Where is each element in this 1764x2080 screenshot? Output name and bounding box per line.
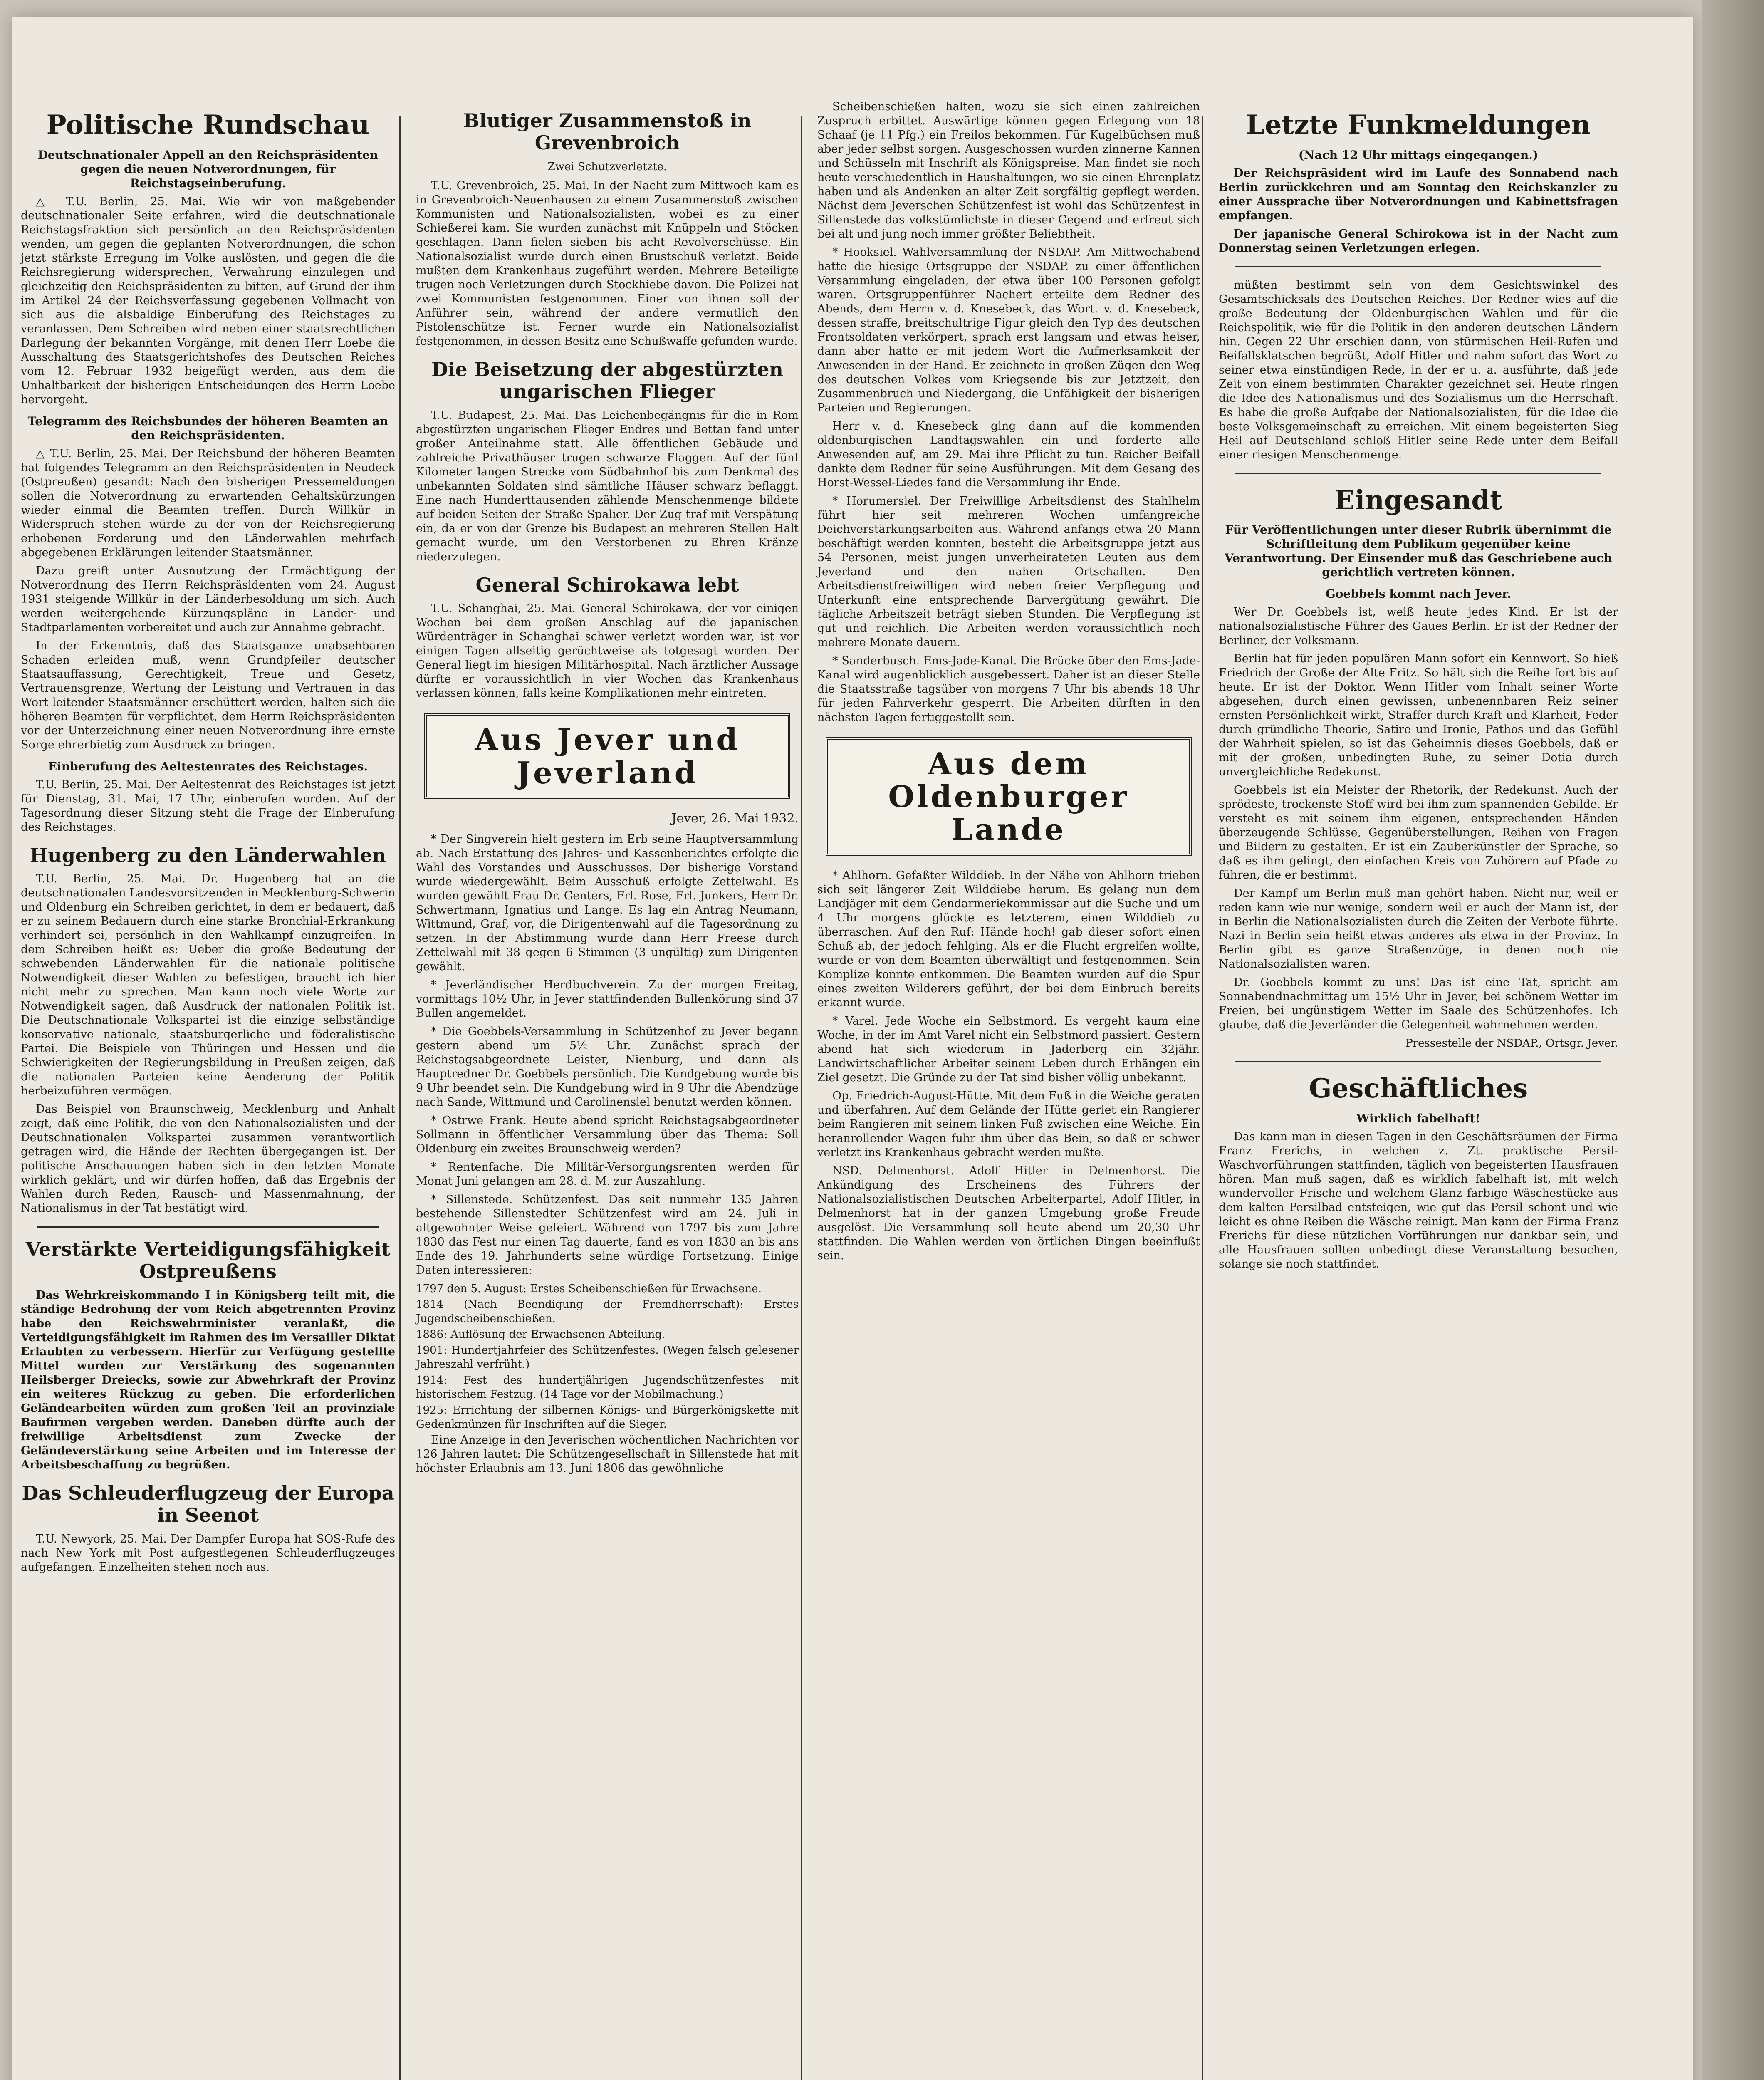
subheadline: Einberufung des Aeltestenrates des Reichstages. [48,759,368,773]
subheadline: (Nach 12 Uhr mittags eingegangen.) [1298,148,1539,162]
divider [37,1226,379,1228]
article-text: NSD. Delmenhorst. Adolf Hitler in Delmenhorst. Die Ankündigung des Erscheinens des Führers der Nationalsozialistischen Deutschen Arbeiterpartei, Adolf Hitler, in Delmenhorst hat in der ganzen Umgebung große Freude ausgelöst. Die Versammlung soll heute abend um 20,30 Uhr stattfinden. Die Wahlen werden von örtlichen Dingen beeinflußt sein. [817,1164,1200,1262]
date-list [416,1282,799,1431]
article-text: * Der Singverein hielt gestern im Erb seine Hauptversammlung ab. Nach Erstattung des Jahres- und Kassenberichtes erfolgte die Wahl des Vorstandes und Ausschusses. Der bisherige Vorstand wurde wiedergewählt. Beim Ausschuß erfolgte Zettelwahl. Es wurden gewählt Frau Dr. Genters, Frl. Rose, Frl. Junkers, Herr Dr. Schwertmann, Ignatius und Lange. Es lag ein Antrag Neumann, Wittmund, Graf, vor, die Dirigentenwahl auf die Tagesordnung zu setzen. In der Abstimmung wurde dann Herr Freese durch Zettelwahl mit 38 gegen 6 Stimmen (3 ungültig) zum Dirigenten gewählt. [416,832,799,973]
headline-politische-rundschau: Politische Rundschau [46,109,370,141]
article-text: Der Kampf um Berlin muß man gehört haben. Nicht nur, weil er reden kann wie nur wenige, sondern weil er auch der Mann ist, der in Berlin die Nationalsozialisten durch die Zeiten der Verbote führte. Nazi in Berlin sein heißt etwas anderes als etwa in der Provinz. In Berlin gibt es ganze Straßenzüge, in denen noch nie Nationalsozialisten waren. [1219,887,1618,971]
headline-flieger: Die Beisetzung der abgestürzten ungarischen Flieger [431,358,783,403]
article-text: Dr. Goebbels kommt zu uns! Das ist eine Tat, spricht am Sonnabendnachmittag um 15½ Uhr in Jever, bei schönem Wetter im Freien, bei ungünstigem Wetter im Saale des Schützenhofes. Ich glaube, daß die Jeverländer die Gelegenheit wahrnehmen werden. [1219,976,1618,1032]
article-text: Berlin hat für jeden populären Mann sofort ein Kennwort. So hieß Friedrich der Große der Alte Fritz. So hält sich die Reihe fort bis auf heute. Er ist der Doktor. Wenn Hitler vom Inhalt seiner Worte abgesehen, durch einen gewissen, unbenennbaren Reiz seiner ernsten Persönlichkeit wirkt, Straffer durch Kraft und Klarheit, Feder durch gründliche Theorie, Satire und Ironie, Pathos und das Gefühl der Wahrheit spielen, so ist das Geheimnis dieses Goebbels, daß er mit der großen, unbedingten Ruhe, zu seiner Dotia durch unvergleichliche Redekunst. [1219,652,1618,779]
article-text: T.U. Berlin, 25. Mai. Der Aeltestenrat des Reichstages ist jetzt für Dienstag, 31. Mai, 17 Uhr, einberufen worden. Auf der Tagesordnung dieser Sitzung steht die Frage der Einberufung des Reichstages. [21,778,395,834]
article-text: △ T.U. Berlin, 25. Mai. Der Reichsbund der höheren Beamten hat folgendes Telegramm an den Reichspräsidenten in Neudeck (Ostpreußen) gesandt: Nach den bisherigen Pressemeldungen sollen die Notverordnung zu erwartenden Gehaltskürzungen wieder einmal die Beamten treffen. Durch Willkür in Widerspruch stehen würde zu der von der Reichsregierung erhobenen Forderung und den Länderwahlen mehrfach abgegebenen Erklärungen leitender Staatsmänner. [21,447,395,559]
subheadline: Wirklich fabelhaft! [1356,1111,1481,1125]
divider [1235,473,1601,474]
article-text: T.U. Budapest, 25. Mai. Das Leichenbegängnis für die in Rom abgestürzten ungarischen Flieger Endres und Bettan fand unter großer Anteilnahme statt. Alle öffentlichen Gebäude und zahlreiche Privathäuser trugen schwarze Flaggen. Auf der fünf Kilometer langen Strecke vom Südbahnhof bis zum Denkmal des unbekannten Soldaten sind sämtliche Häuser schwarz beflaggt. Eine nach Hunderttausenden zählende Menschenmenge bildete auf beiden Seiten der Straße Spalier. Der Zug traf mit Verspätung ein, da er von der Grenze bis Budapest an mehreren Stellen Halt gemacht wurde, um den Verstorbenen zu Ehren Kränze niederzulegen. [416,409,799,563]
article-text: △ T.U. Berlin, 25. Mai. Wie wir von maßgebender deutschnationaler Seite erfahren, wird die deutschnationale Reichstagsfraktion sich persönlich an den Reichspräsidenten wenden, um gegen die geplanten Notverordnungen, die schon jetzt stärkste Erregung im Volke auslösten, und gegen die die Reichsregierung widersprechen, Verwahrung einzulegen und gleichzeitig den Reichspräsidenten zu bitten, auf Grund der ihm im Artikel 24 der Reichsverfassung gegebenen Vollmacht von sich aus die alsbaldige Einberufung des Reichstages zu veranlassen. Dem Schreiben wird neben einer staatsrechtlichen Darlegung der bekannten Vorgänge, mit denen Herr Loebe die Ausschaltung des Staatsgerichtshofes des Deutschen Reiches vom 12. Februar 1932 beigefügt werden, aus dem die Unhaltbarkeit der bisherigen Entscheidungen des Herrn Loebe hervorgeht. [21,195,395,406]
subheadline: Deutschnationaler Appell an den Reichspräsidenten gegen die neuen Notverordnungen, für Reichstagseinberufung. [37,148,379,190]
article-text: * Horumersiel. Der Freiwillige Arbeitsdienst des Stahlhelm führt hier seit mehreren Wochen umfangreiche Deichverstärkungsarbeiten aus. Während anfangs etwa 20 Mann beschäftigt werden konnten, besteht die Arbeitsgruppe jetzt aus 54 Personen, meist jungen unverheirateten Leuten aus dem Jeverland und den nahen Ortschaften. Den Arbeitsdienstfreiwilligen wird neben freier Verpflegung und Unterkunft eine entsprechende Barvergütung gewährt. Die tägliche Arbeitszeit beträgt sieben Stunden. Die Verpflegung ist gut und reichlich. Die Arbeiten werden voraussichtlich noch mehrere Monate dauern. [817,495,1200,649]
article-text: * Ostrwe Frank. Heute abend spricht Reichstagsabgeordneter Sollmann in öffentlicher Versammlung über das Thema: Soll Oldenburg ein zweites Braunschweig werden? [416,1114,799,1155]
headline-funkmeldungen: Letzte Funkmeldungen [1246,109,1591,141]
article-text: Scheibenschießen halten, wozu sie sich einen zahlreichen Zuspruch erbittet. Auswärtige können gegen Erlegung von 18 Schaaf (je 11 Pfg.) ein Freilos bekommen. Für Kugelbüchsen muß aber jeder selbst sorgen. Ausgeschossen wurden zinnerne Kannen und Schüsseln mit Inschrift als Königspreise. Man findet sie noch heute verschiedentlich in Haushaltungen, wo sie einen Ehrenplatz haben und als Andenken an alter Zeit sorgfältig gepflegt werden. Nächst dem Jeverschen Schützenfest ist wohl das Schützenfest in Sillenstede das volkstümlichste in dieser Gegend und erfreut sich bei alt und jung noch immer größter Beliebtheit. [817,100,1200,240]
column-rule [399,116,401,2080]
article-text: Herr v. d. Knesebeck ging dann auf die kommenden oldenburgischen Landtagswahlen ein und forderte alle Anwesenden auf, am 29. Mai ihre Pflicht zu tun. Reicher Beifall dankte dem Redner für seine Ausführungen. Mit dem Gesang des Horst-Wessel-Liedes fand die Versammlung ihr Ende. [817,420,1200,489]
article-text: T.U. Grevenbroich, 25. Mai. In der Nacht zum Mittwoch kam es in Grevenbroich-Neuenhausen zu einem Zusammenstoß zwischen Kommunisten und Nationalsozialisten, wobei es zu einer Schießerei kam. Sie wurden zunächst mit Knüppeln und Stöcken geschlagen. Dann fielen sieben bis acht Revolverschüsse. Ein Nationalsozialist wurde durch einen Brustschuß verletzt. Beide mußten dem Krankenhaus zugeführt werden. Mehrere Beteiligte trugen noch Verletzungen durch Stockhiebe davon. Die Polizei hat zwei Kommunisten festgenommen. Einer von ihnen soll der Anführer sein, während der andere vermutlich den Pistolenschütze ist. Ferner wurde ein Nationalsozialist festgenommen, in dessen Besitz eine Schußwaffe gefunden wurde. [416,179,799,348]
article-text: * Ahlhorn. Gefaßter Wilddieb. In der Nähe von Ahlhorn trieben sich seit längerer Zeit Wilddiebe herum. Es gelang nun dem Landjäger mit dem Gendarmeriekommissar auf die Suche und um 4 Uhr morgens glückte es letzterem, einen Wilddieb zu überraschen. Auf den Ruf: Hände hoch! gab dieser sofort einen Schuß ab, der jedoch fehlging. Als er die Flucht ergreifen wollte, wurde er von dem Beamten überwältigt und festgenommen. Sein Komplize konnte entkommen. Die Beamten wurden auf die Spur eines zweiten Wilderers geführt, der bei dem Einbruch bereits erkannt wurde. [817,869,1200,1009]
article-text: * Jeverländischer Herdbuchverein. Zu der morgen Freitag, vormittags 10½ Uhr, in Jever stattfindenden Bullenkörung sind 37 Bullen angemeldet. [416,978,799,1020]
column-1 [12,100,403,2080]
column-2 [408,100,807,2080]
headline-europa: Das Schleuderflugzeug der Europa in Seenot [22,1482,394,1527]
article-text: Eine Anzeige in den Jeverischen wöchentlichen Nachrichten vor 126 Jahren lautet: Die Schützengesellschaft in Sillenstede hat mit höchster Erlaubnis am 13. Juni 1806 das gewöhnliche [416,1433,799,1475]
article-text: Wer Dr. Goebbels ist, weiß heute jedes Kind. Er ist der nationalsozialistische Führer des Gaues Berlin. Er ist der Redner der Berliner, der Volksmann. [1219,606,1618,647]
article-text: müßten bestimmt sein von dem Gesichtswinkel des Gesamtschicksals des Deutschen Reiches. Der Redner wies auf die große Bedeutung der Oldenburgischen Wahlen und für die Reichspolitik, wie für die Politik in den anderen deutschen Ländern hin. Gegen 22 Uhr erschien dann, von stürmischen Heil-Rufen und Beifallsklatschen begrüßt, Adolf Hitler und nahm sofort das Wort zu seiner etwa einstündigen Rede, in der er u. a. ausführte, daß jede Zeit von einem bestimmten Charakter gezeichnet sei. Heute ringen die Idee des Nationalismus und des Sozialismus um die Herrschaft. Es habe die große Aufgabe der Nationalsozialisten, für die Idee die beste Volksgemeinschaft zu erreichen. Mit einem begeisterten Sieg Heil auf Deutschland schloß Hitler seine Rede unter dem Beifall einer riesigen Menschenmenge. [1219,278,1618,461]
headline-grevenbroich: Blutiger Zusammenstoß in Grevenbroich [463,109,752,154]
list-item: 1797 den 5. August: Erstes Scheibenschießen für Erwachsene. [416,1282,762,1295]
article-text: Das Beispiel von Braunschweig, Mecklenburg und Anhalt zeigt, daß eine Politik, die von den Nationalsozialisten und der Deutschnationalen Volkspartei zusammen verantwortlich getragen wird, die Hände der Rechten übergegangen ist. Der politische Anschauungen haben sich in den letzten Monate wirklich geklärt, und wir dürfen hoffen, daß das Ergebnis der Wahlen durch Reden, Rausch- und Massenmahnung, der Nationalismus in der Tat bestätigt wird. [21,1103,395,1215]
article-text: Dazu greift unter Ausnutzung der Ermächtigung der Notverordnung des Herrn Reichspräsidenten vom 24. August 1931 steigende Willkür in der Länderbesoldung um sich. Auch werden weitergehende Kürzungspläne in Länder- und Stadtparlamenten vorbereitet und auch zur Annahme gebracht. [21,564,395,634]
headline-geschaeftliches: Geschäftliches [1309,1073,1528,1104]
list-item: 1814 (Nach Beendigung der Fremdherrschaft): Erstes Jugendscheibenschießen. [416,1298,799,1325]
article-text: T.U. Newyork, 25. Mai. Der Dampfer Europa hat SOS-Rufe des nach New York mit Post aufgestiegenen Schleuderflugzeuges aufgefangen. Einzelheiten stehen noch aus. [21,1533,395,1574]
section-banner-oldenburg: Aus dem Oldenburger Lande [826,737,1192,856]
article-text: * Sillenstede. Schützenfest. Das seit nunmehr 135 Jahren bestehende Sillenstedter Schützenfest wird am 24. Juli in altgewohnter Weise gefeiert. Während von 1797 bis zum Jahre 1830 das Fest nur einen Tag dauerte, fand es von 1830 an bis ans Ende des 19. Jahrhunderts seine würdige Fortsetzung. Einige Daten interessieren: [416,1193,799,1277]
section-banner-jever: Aus Jever und Jeverland [424,713,790,799]
article-text: T.U. Berlin, 25. Mai. Dr. Hugenberg hat an die deutschnationalen Landesvorsitzenden in Mecklenburg-Schwerin und Oldenburg ein Schreiben gerichtet, in dem er bedauert, daß er zu seinem Bedauern durch eine starke Bronchial-Erkrankung verhindert sei, persönlich in den Wahlkampf einzugreifen. In dem Schreiben heißt es: Ueber die große Bedeutung der schwebenden Länderwahlen für die nationale politische Notwendigkeit dieser Wahlen zu befestigen, braucht ich hier nicht mehr zu sprechen. Man kann noch viele Worte zur Notwendigkeit sagen, daß Ausdruck der nationalen Politik ist. Die Deutschnationale Volkspartei ist die einzige selbständige konservative nationale, staatsbürgerliche und föderalistische Partei. Die Beispiele von Thüringen und Hessen und die Schwierigkeiten der Regierungsbildung in Preußen zeigen, daß die nationalen Parteien keine Aenderung der Politik herbeizuführen vermögen. [21,872,395,1098]
article-text: * Die Goebbels-Versammlung in Schützenhof zu Jever begann gestern abend um 5½ Uhr. Zunächst sprach der Reichstagsabgeordnete Leister, Nienburg, und dann als Hauptredner Dr. Goebbels persönlich. Die Kundgebung wurde bis 9 Uhr beendet sein. Die Kundgebung wird in 9 Uhr die Abendzüge nach Sande, Wittmund und Carolinensiel benutzt werden können. [416,1025,799,1109]
headline-hugenberg: Hugenberg zu den Länderwahlen [30,844,386,867]
column-3 [809,100,1208,2080]
article-text: Der Reichspräsident wird im Laufe des Sonnabend nach Berlin zurückkehren und am Sonntag den Reichskanzler zu einer Aussprache über Notverordnungen und Kabinettsfragen empfangen. [1219,166,1618,222]
article-text: Das Wehrkreiskommando I in Königsberg teilt mit, die ständige Bedrohung der vom Reich abgetrennten Provinz habe den Reichswehrminister veranlaßt, die Verteidigungsfähigkeit im Rahmen des im Versailler Diktat Erlaubten zu verbessern. Hierfür zur Verfügung gestellte Mittel wurden zur Verstärkung des sogenannten Heilsberger Dreiecks, sowie zur Abwehrkraft der Provinz ein weiteres Rückzug zu geben. Die erforderlichen Geländearbeiten würden zum großen Teil an provinziale Baufirmen vergeben werden. Daneben dürfte auch der freiwillige Arbeitsdienst zum Zwecke der Geländeverstärkung seine Arbeiten und im Interesse der Arbeitsbeschaffung zu begrüßen. [21,1289,395,1472]
headline-eingesandt: Eingesandt [1334,484,1502,516]
article-text: * Sanderbusch. Ems-Jade-Kanal. Die Brücke über den Ems-Jade-Kanal wird augenblicklich ausgebessert. Daher ist an dieser Stelle die Staatsstraße tagsüber von morgens 7 Uhr bis abends 18 Uhr für jeden Fahrverkehr gesperrt. Die Arbeiten dürften in den nächsten Tagen fertiggestellt sein. [817,654,1200,724]
disclaimer: Für Veröffentlichungen unter dieser Rubrik übernimmt die Schriftleitung dem Publikum gegenüber keine Verantwortung. Der Einsender muß das Geschriebene auch gerichtlich vertreten können. [1225,523,1612,579]
divider [1235,266,1601,267]
article-text: Goebbels ist ein Meister der Rhetorik, der Redekunst. Auch der sprödeste, trockenste Stoff wird bei ihm zum spannenden Gebilde. Er versteht es mit seinem ihm eigenen, entsprechenden Händen überzeugende Schlüsse, Gegenüberstellungen, Reihen von Fragen und Bildern zu gestalten. Er ist ein Zauberkünstler der Sprache, so daß es ihm gelingt, den einfachen Kreis von Zuhörern auf Pfade zu führen, die er bestimmt. [1219,784,1618,882]
column-4 [1210,100,1626,2080]
article-text: Op. Friedrich-August-Hütte. Mit dem Fuß in die Weiche geraten und überfahren. Auf dem Gelände der Hütte geriet ein Rangierer beim Rangieren mit seinem linken Fuß zwischen eine Weiche. Ein heranrollender Wagen fuhr ihm über das Bein, so daß er schwer verletzt ins Krankenhaus gebracht werden mußte. [817,1089,1200,1159]
signature: Pressestelle der NSDAP., Ortsgr. Jever. [1405,1037,1618,1050]
list-item: 1886: Auflösung der Erwachsenen-Abteilung. [416,1328,666,1341]
divider [1235,1061,1601,1062]
article-text: * Varel. Jede Woche ein Selbstmord. Es vergeht kaum eine Woche, in der im Amt Varel nicht ein Selbstmord passiert. Gestern abend hat sich wiederum in Jaderberg ein 32jähr. Landwirtschaftlicher Arbeiter seinem Leben durch Erhängen ein Ziel gesetzt. Die Gründe zu der Tat sind bisher völlig unbekannt. [817,1014,1200,1084]
headline-schirokawa: General Schirokawa lebt [475,573,739,596]
column-rule [801,116,802,2080]
list-item: 1914: Fest des hundertjährigen Jugendschützenfestes mit historischem Festzug. (14 Tage vor der Mobilmachung.) [416,1374,799,1401]
article-text: * Rentenfache. Die Militär-Versorgungsrenten werden für Monat Juni gelangen am 28. d. M. zur Auszahlung. [416,1160,799,1188]
column-rule [1202,116,1203,2080]
list-item: 1901: Hundertjahrfeier des Schützenfestes. (Wegen falsch gelesener Jahreszahl verfrüht.) [416,1344,799,1371]
list-item: 1925: Errichtung der silbernen Königs- und Bürgerkönigskette mit Gedenkmünzen für Inschriften auf die Sieger. [416,1404,799,1431]
article-text: Der japanische General Schirokowa ist in der Nacht zum Donnerstag seinen Verletzungen erlegen. [1219,227,1618,255]
subheadline: Goebbels kommt nach Jever. [1325,587,1512,601]
headline-ostpreussen: Verstärkte Verteidigungsfähigkeit Ostpreußens [25,1238,391,1283]
article-text: * Hooksiel. Wahlversammlung der NSDAP. Am Mittwochabend hatte die hiesige Ortsgruppe der NSDAP. zu einer öffentlichen Versammlung eingeladen, der etwa über 100 Personen gefolgt waren. Ortsgruppenführer Nachert erteilte dem Redner des Abends, dem Herrn v. d. Knesebeck, das Wort. v. d. Knesebeck, dessen straffe, breitschultrige Figur gleich den Typ des deutschen Frontsoldaten verkörpert, sprach erst langsam und etwas heiser, dann aber hatte er mit jedem Wort die Aufmerksamkeit der Anwesenden in der Hand. Er zeichnete in großen Zügen den Weg des deutschen Volkes vom Kriegsende bis zur Jetztzeit, den Zusammenbruch und Niedergang, die Unfähigkeit der bisherigen Parteien und Regierungen. [817,246,1200,414]
subheadline: Telegramm des Reichsbundes der höheren Beamten an den Reichspräsidenten. [27,414,388,442]
page-binding [1702,0,1764,2080]
article-text: In der Erkenntnis, daß das Staatsganze unabsehbaren Schaden erleiden muß, wenn Grundpfeiler deutscher Staatsauffassung, Gerechtigkeit, Treue und Gesetz, Vertrauensgrenze, Wertung der Leistung und Vertrauen in das Wort leitender Staatsmänner erschüttert werden, halten sich die höheren Beamten für verpflichtet, dem Herrn Reichspräsidenten vor der Unterzeichnung einer neuen Notverordnung ihre ernste Sorge ehrerbietig zum Ausdruck zu bringen. [21,639,395,751]
newspaper-page [12,17,1693,2080]
article-text: T.U. Schanghai, 25. Mai. General Schirokawa, der vor einigen Wochen bei dem großen Anschlag auf die japanischen Würdenträger in Schanghai schwer verletzt worden war, ist vor einigen Tagen allseitig gerüchtweise als totgesagt worden. Der General liegt im hiesigen Militärhospital. Nach ärztlicher Aussage dürfte er voraussichtlich in vier Wochen das Krankenhaus verlassen können, falls keine Komplikationen mehr eintreten. [416,602,799,700]
article-text: Das kann man in diesen Tagen in den Geschäftsräumen der Firma Franz Frerichs, in welchen z. Zt. praktische Persil-Waschvorführungen stattfinden, täglich von begeisterten Hausfrauen hören. Man muß sagen, daß es wirklich fabelhaft ist, mit welch wundervoller Frische und welchem Glanz farbige Wäschestücke aus dem kalten Persilbad entsteigen, wie gut das Persil schont und wie leicht es ohne Reiben die Wäsche reinigt. Man kann der Firma Franz Frerichs für diese nützlichen Vorführungen nur dankbar sein, und alle Hausfrauen sollten unbedingt diese Veranstaltung besuchen, solange sie noch stattfindet. [1219,1130,1618,1270]
dateline: Jever, 26. Mai 1932. [671,811,799,826]
subheadline: Zwei Schutzverletzte. [547,160,667,173]
